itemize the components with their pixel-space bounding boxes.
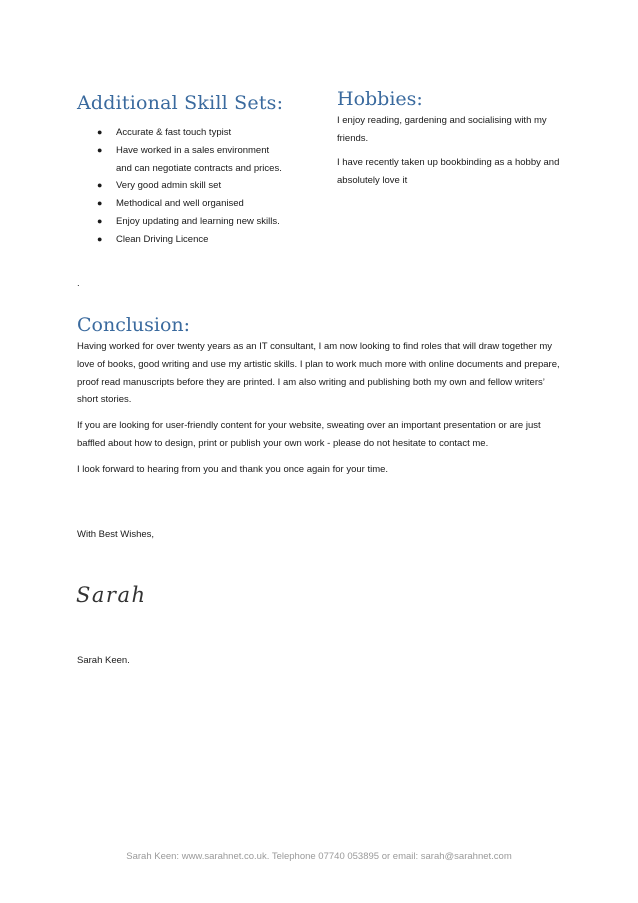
hobbies-paragraph: I have recently taken up bookbinding as a hobby and absolutely love it — [337, 157, 560, 186]
signoff-name: Sarah Keen. — [77, 655, 130, 666]
skill-item: ● Have worked in a sales environment — [77, 142, 327, 160]
skill-item: ● Methodical and well organised — [77, 195, 327, 213]
separator-dot: . — [77, 278, 80, 289]
bullet-icon: ● — [97, 180, 103, 191]
skill-item: ● Enjoy updating and learning new skills. — [77, 213, 327, 231]
bullet-icon: ● — [97, 144, 103, 155]
bullet-icon: ● — [97, 127, 103, 137]
bullet-icon: ● — [97, 233, 103, 244]
bullet-icon: ● — [97, 198, 103, 209]
skill-item: ● Clean Driving Licence — [77, 231, 327, 249]
handwritten-signature: Sarah — [76, 583, 147, 607]
conclusion-heading: Conclusion: — [77, 314, 191, 336]
skills-heading: Additional Skill Sets: — [77, 92, 284, 114]
skill-item: ● Accurate & fast touch typist — [77, 124, 327, 142]
page-footer: Sarah Keen: www.sarahnet.co.uk. Telephone 07740 053895 or email: sarah@sarahnet.com — [126, 851, 512, 862]
closing-line: With Best Wishes, — [77, 529, 155, 540]
skills-list — [77, 124, 327, 249]
bullet-icon: ● — [97, 215, 103, 226]
hobbies-heading: Hobbies: — [337, 88, 423, 110]
hobbies-section — [337, 88, 577, 196]
additional-skills-section — [77, 92, 327, 249]
skill-item-continuation: and can negotiate contracts and prices. — [116, 162, 282, 174]
conclusion-section — [77, 314, 567, 487]
conclusion-paragraph: If you are looking for user-friendly content for your website, sweating over an important presentation or are just baffled about how to design, print or publish your own work - please do not hesitate to contact me. — [77, 420, 541, 449]
hobbies-paragraph: I enjoy reading, gardening and socialising with my friends. — [337, 115, 547, 144]
skill-item: ● Very good admin skill set — [77, 177, 327, 195]
conclusion-paragraph: Having worked for over twenty years as an IT consultant, I am now looking to find roles that will draw together my love of books, good writing and use my artistic skills. I plan to work much more with online documents and prepare, proof read manuscripts before they are printed. I am also writing and publishing both my own and fellow writers’ short stories. — [77, 341, 560, 406]
conclusion-paragraph: I look forward to hearing from you and thank you once again for your time. — [77, 463, 389, 475]
